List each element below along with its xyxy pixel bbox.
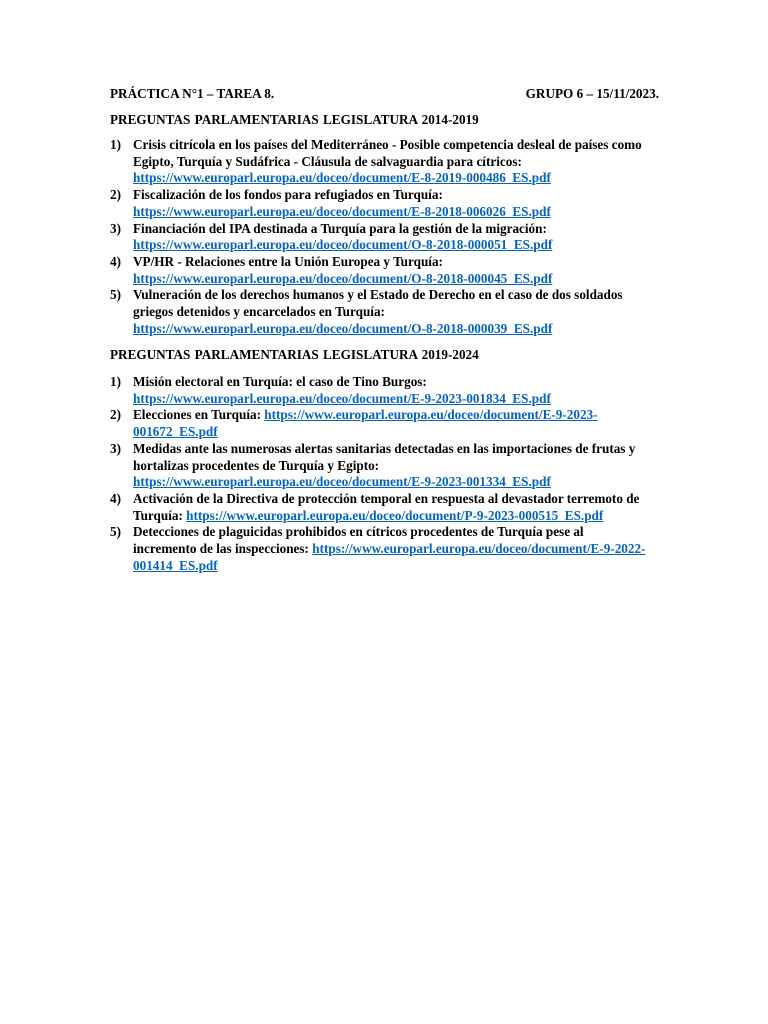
question-link[interactable]: https://www.europarl.europa.eu/doceo/document/P-9-2023-000515_ES.pdf [186, 507, 604, 523]
question-text: Misión electoral en Turquía: el caso de Tino Burgos: [133, 374, 427, 389]
list-item [110, 491, 650, 524]
list-item [110, 187, 650, 220]
practice-title: PRÁCTICA N°1 – TAREA 8. [110, 86, 275, 101]
question-text: Financiación del IPA destinada a Turquía para la gestión de la migración: [133, 220, 547, 236]
list-item [110, 441, 650, 491]
item-number: 4) [110, 490, 121, 506]
question-list-2019-2024 [110, 374, 650, 574]
item-number: 5) [110, 287, 121, 303]
item-number: 2) [110, 407, 121, 423]
list-item [110, 524, 650, 574]
question-link[interactable]: https://www.europarl.europa.eu/doceo/document/E-9-2023-001334_ES.pdf [133, 474, 551, 490]
item-number: 1) [110, 374, 121, 389]
section-title-2019-2024: PREGUNTAS PARLAMENTARIAS LEGISLATURA 2019-2024 [110, 347, 479, 362]
list-item [110, 254, 650, 287]
group-date: GRUPO 6 – 15/11/2023. [525, 86, 659, 101]
question-text: Medidas ante las numerosas alertas sanitarias detectadas en las importaciones de frutas y hortalizas procedentes de Turquía y Egipto: [133, 440, 636, 473]
question-link[interactable]: https://www.europarl.europa.eu/doceo/document/E-9-2022-001414_ES.pdf [133, 541, 646, 573]
document-header [110, 85, 659, 102]
question-link[interactable]: https://www.europarl.europa.eu/doceo/document/O-8-2018-000045_ES.pdf [133, 270, 553, 286]
question-link[interactable]: https://www.europarl.europa.eu/doceo/document/O-8-2018-000051_ES.pdf [133, 237, 553, 253]
item-number: 3) [110, 220, 121, 236]
question-text: Vulneración de los derechos humanos y el Estado de Derecho en el caso de dos soldados griegos detenidos y encarcelados en Turquía: [133, 287, 623, 320]
question-text: Elecciones en Turquía: [133, 407, 261, 423]
list-item [110, 137, 650, 187]
question-text: Activación de la Directiva de protección temporal en respuesta al devastador terremoto de Turquía: [133, 490, 640, 523]
question-text: VP/HR - Relaciones entre la Unión Europea y Turquía: [133, 253, 443, 269]
question-list-2014-2019 [110, 137, 650, 337]
section-title-2014-2019: PREGUNTAS PARLAMENTARIAS LEGISLATURA 2014-2019 [110, 112, 479, 127]
item-number: 5) [110, 524, 121, 540]
item-number: 2) [110, 187, 121, 203]
list-item [110, 221, 650, 254]
question-text: Detecciones de plaguicidas prohibidos en cítricos procedentes de Turquía pese al incremento de las inspecciones: [133, 524, 584, 557]
question-text: Crisis citrícola en los países del Mediterráneo - Posible competencia desleal de países como Egipto, Turquía y Sudáfrica - Cláusula de salvaguardia para cítricos: [133, 137, 642, 169]
item-number: 4) [110, 253, 121, 269]
item-number: 3) [110, 440, 121, 456]
list-item [110, 407, 650, 440]
question-link[interactable]: https://www.europarl.europa.eu/doceo/document/E-9-2023-001672_ES.pdf [133, 407, 598, 440]
question-link[interactable]: https://www.europarl.europa.eu/doceo/document/O-8-2018-000039_ES.pdf [133, 320, 553, 336]
question-link[interactable]: https://www.europarl.europa.eu/doceo/document/E-8-2019-000486_ES.pdf [133, 170, 551, 186]
question-link[interactable]: https://www.europarl.europa.eu/doceo/document/E-8-2018-006026_ES.pdf [133, 203, 551, 219]
list-item [110, 374, 650, 407]
item-number: 1) [110, 137, 121, 152]
question-link[interactable]: https://www.europarl.europa.eu/doceo/document/E-9-2023-001834_ES.pdf [133, 390, 551, 406]
question-text: Fiscalización de los fondos para refugiados en Turquía: [133, 187, 443, 203]
list-item [110, 287, 650, 337]
